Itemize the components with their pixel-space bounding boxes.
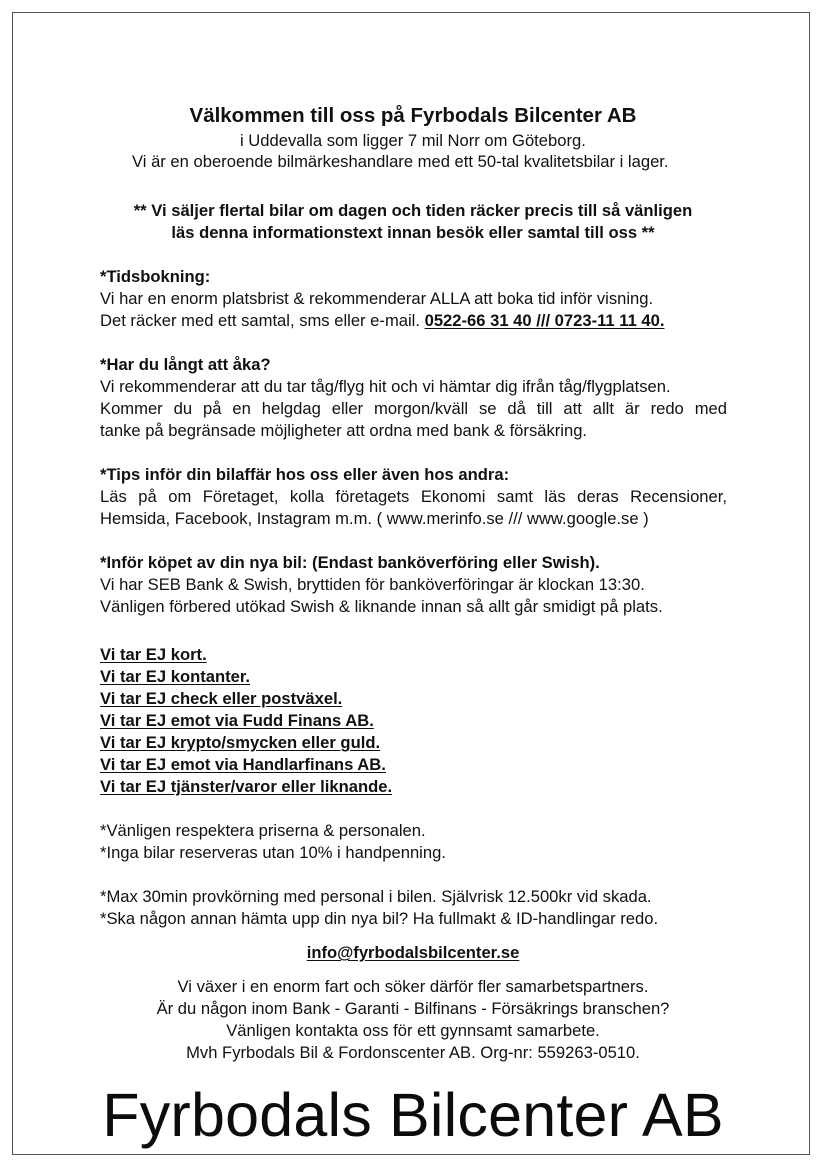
partners-line-1: Vi växer i en enorm fart och söker därför fler samarbetspartners.	[177, 977, 649, 996]
rule-pickup: *Ska någon annan hämta upp din nya bil? Ha fullmakt & ID-handlingar redo.	[100, 909, 659, 928]
purchase-heading: *Inför köpet av din nya bil: (Endast banköverföring eller Swish).	[100, 553, 600, 572]
booking-heading: *Tidsbokning:	[100, 267, 211, 286]
not-accepted-item: Vi tar EJ kontanter.	[100, 667, 251, 686]
rule-test-drive: *Max 30min provkörning med personal i bilen. Självrisk 12.500kr vid skada.	[100, 887, 652, 906]
not-accepted-item: Vi tar EJ krypto/smycken eller guld.	[100, 733, 381, 752]
notice-line-2: läs denna informationstext innan besök eller samtal till oss **	[171, 223, 655, 242]
travel-line-2: Kommer du på en helgdag eller morgon/kväll se då till att allt är redo med	[100, 399, 727, 418]
page-title: Välkommen till oss på Fyrbodals Bilcenter AB	[189, 104, 637, 127]
purchase-line-2: Vänligen förbered utökad Swish & liknande innan så allt går smidigt på plats.	[100, 597, 663, 616]
contact-email-link[interactable]: info@fyrbodalsbilcenter.se	[306, 943, 520, 962]
booking-line-2	[100, 310, 665, 332]
footer-brand-name: Fyrbodals Bilcenter AB	[102, 1081, 724, 1149]
travel-heading: *Har du långt att åka?	[100, 355, 271, 374]
booking-line-1: Vi har en enorm platsbrist & rekommenderar ALLA att boka tid inför visning.	[100, 289, 654, 308]
partners-line-3: Vänligen kontakta oss för ett gynnsamt samarbete.	[226, 1021, 600, 1040]
booking-phone-numbers[interactable]: 0522-66 31 40 /// 0723-11 11 40.	[424, 311, 665, 330]
not-accepted-item: Vi tar EJ kort.	[100, 645, 207, 664]
tips-line-1: Läs på om Företaget, kolla företagets Ekonomi samt läs deras Recensioner,	[100, 487, 727, 506]
partners-signature: Mvh Fyrbodals Bil & Fordonscenter AB. Org-nr: 559263-0510.	[186, 1043, 640, 1062]
tips-line-2: Hemsida, Facebook, Instagram m.m. ( www.merinfo.se /// www.google.se )	[100, 509, 649, 528]
not-accepted-item: Vi tar EJ check eller postväxel.	[100, 689, 343, 708]
not-accepted-item: Vi tar EJ emot via Handlarfinans AB.	[100, 755, 386, 774]
contact-email-row	[0, 942, 826, 964]
travel-line-1: Vi rekommenderar att du tar tåg/flyg hit och vi hämtar dig ifrån tåg/flygplatsen.	[100, 377, 671, 396]
not-accepted-item: Vi tar EJ tjänster/varor eller liknande.	[100, 777, 393, 796]
rule-deposit: *Inga bilar reserveras utan 10% i handpenning.	[100, 843, 446, 862]
rule-respect: *Vänligen respektera priserna & personalen.	[100, 821, 426, 840]
notice-line-1: ** Vi säljer flertal bilar om dagen och tiden räcker precis till så vänligen	[133, 201, 693, 220]
booking-contact-text: Det räcker med ett samtal, sms eller e-mail.	[100, 311, 425, 330]
travel-line-3: tanke på begränsade möjligheter att ordna med bank & försäkring.	[100, 421, 588, 440]
partners-line-2: Är du någon inom Bank - Garanti - Bilfinans - Försäkrings branschen?	[156, 999, 670, 1018]
purchase-line-1: Vi har SEB Bank & Swish, bryttiden för banköverföringar är klockan 13:30.	[100, 575, 645, 594]
not-accepted-item: Vi tar EJ emot via Fudd Finans AB.	[100, 711, 374, 730]
intro-location: i Uddevalla som ligger 7 mil Norr om Göteborg.	[240, 131, 586, 150]
tips-heading: *Tips inför din bilaffär hos oss eller även hos andra:	[100, 465, 510, 484]
intro-description: Vi är en oberoende bilmärkeshandlare med ett 50-tal kvalitetsbilar i lager.	[132, 152, 669, 171]
